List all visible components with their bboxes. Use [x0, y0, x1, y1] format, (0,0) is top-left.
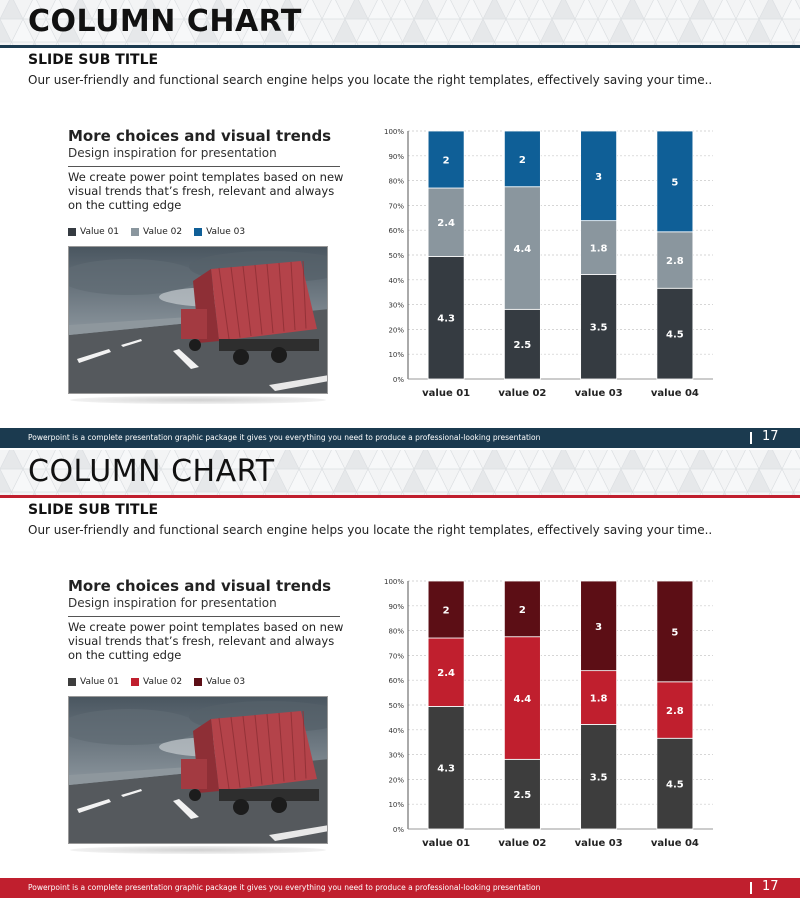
slide-header	[0, 0, 800, 46]
legend-label: Value 02	[143, 677, 183, 687]
data-label: 1.8	[589, 693, 608, 705]
slide-description: Our user-friendly and functional search engine helps you locate the right templates, effectively saving your time..	[28, 523, 713, 537]
footer-text: Powerpoint is a complete presentation graphic package it gives you everything you need to produce a professional-looking presentation	[28, 433, 541, 442]
legend-swatch	[131, 678, 139, 686]
legend-item	[68, 227, 119, 237]
y-tick-label: 90%	[388, 152, 404, 161]
legend-label: Value 02	[143, 227, 183, 237]
photo-shadow	[70, 396, 326, 404]
slide-subtitle: SLIDE SUB TITLE	[28, 502, 159, 518]
legend-label: Value 01	[80, 227, 120, 237]
slide-footer	[0, 878, 800, 898]
data-label: 4.5	[666, 329, 684, 341]
y-tick-label: 70%	[388, 202, 404, 211]
title-rule	[0, 45, 800, 48]
chart-legend	[68, 677, 245, 687]
content-body: We create power point templates based on new visual trends that’s fresh, relevant and always on the cutting edge	[68, 620, 344, 662]
truck-trailer	[211, 711, 317, 791]
truck-chassis	[219, 339, 319, 351]
data-label: 2.4	[437, 668, 455, 680]
data-label: 2.8	[666, 706, 684, 718]
data-label: 4.3	[437, 313, 455, 325]
data-label: 3	[595, 621, 603, 633]
y-tick-label: 30%	[388, 301, 404, 310]
content-divider	[68, 166, 340, 167]
content-subheading: Design inspiration for presentation	[68, 596, 277, 610]
legend-label: Value 03	[206, 227, 246, 237]
data-label: 3.5	[589, 322, 608, 334]
y-tick-label: 100%	[383, 128, 404, 136]
legend-item	[194, 227, 245, 237]
y-tick-label: 10%	[388, 351, 404, 360]
chart-legend	[68, 227, 245, 237]
title-rule	[0, 495, 800, 498]
data-label: 2	[518, 154, 526, 166]
data-label: 3.5	[589, 772, 608, 784]
wheel	[189, 789, 201, 801]
y-tick-label: 40%	[388, 726, 404, 735]
footer-divider	[750, 432, 752, 444]
data-label: 2.5	[513, 340, 532, 352]
y-tick-label: 0%	[392, 826, 404, 834]
y-tick-label: 80%	[388, 177, 404, 186]
slide-2	[0, 450, 800, 900]
y-tick-label: 60%	[388, 227, 404, 236]
x-tick-label: value 04	[650, 388, 699, 399]
wheel	[233, 349, 249, 365]
y-tick-label: 50%	[388, 252, 404, 260]
x-tick-label: value 01	[422, 838, 471, 849]
content-body: We create power point templates based on new visual trends that’s fresh, relevant and always on the cutting edge	[68, 170, 344, 212]
slide-footer	[0, 428, 800, 448]
y-tick-label: 20%	[388, 326, 404, 335]
slide-title: COLUMN CHART	[28, 4, 302, 39]
truck-photo	[68, 246, 328, 394]
truck-on-highway-image	[69, 247, 328, 394]
content-heading: More choices and visual trends	[68, 127, 332, 145]
wheel	[271, 797, 287, 813]
data-label: 2	[442, 155, 450, 167]
y-tick-label: 20%	[388, 776, 404, 785]
legend-item	[194, 677, 245, 687]
y-tick-label: 10%	[388, 801, 404, 810]
data-label: 2.8	[666, 256, 684, 268]
y-tick-label: 90%	[388, 602, 404, 611]
y-tick-label: 30%	[388, 751, 404, 760]
truck-on-highway-image	[69, 697, 328, 844]
footer-divider	[750, 882, 752, 894]
slide-title: COLUMN CHART	[28, 454, 275, 489]
photo-shadow	[70, 846, 326, 854]
legend-item	[68, 677, 119, 687]
truck-chassis	[219, 789, 319, 801]
x-tick-label: value 03	[574, 388, 623, 399]
y-tick-label: 70%	[388, 652, 404, 661]
legend-swatch	[131, 228, 139, 236]
content-divider	[68, 616, 340, 617]
data-label: 4.4	[513, 244, 532, 256]
wheel	[271, 347, 287, 363]
truck-trailer	[211, 261, 317, 341]
column-chart	[380, 124, 720, 404]
x-tick-label: value 02	[498, 388, 547, 399]
legend-swatch	[194, 228, 202, 236]
x-tick-label: value 03	[574, 838, 623, 849]
wheel	[233, 799, 249, 815]
y-tick-label: 80%	[388, 627, 404, 636]
data-label: 5	[671, 627, 679, 639]
slide-header	[0, 450, 800, 496]
data-label: 2.4	[437, 218, 455, 230]
legend-swatch	[194, 678, 202, 686]
data-label: 4.3	[437, 763, 455, 775]
page-number: 17	[762, 429, 779, 444]
legend-item	[131, 677, 182, 687]
y-tick-label: 60%	[388, 677, 404, 686]
legend-swatch	[68, 228, 76, 236]
content-heading: More choices and visual trends	[68, 577, 332, 595]
data-label: 4.5	[666, 779, 684, 791]
data-label: 3	[595, 171, 603, 183]
column-chart	[380, 574, 720, 854]
truck-cab	[181, 759, 207, 789]
y-tick-label: 0%	[392, 376, 404, 384]
truck-cab	[181, 309, 207, 339]
data-label: 2	[442, 605, 450, 617]
slide-subtitle: SLIDE SUB TITLE	[28, 52, 159, 68]
data-label: 5	[671, 177, 679, 189]
legend-swatch	[68, 678, 76, 686]
legend-label: Value 03	[206, 677, 246, 687]
y-tick-label: 40%	[388, 276, 404, 285]
y-tick-label: 50%	[388, 702, 404, 710]
data-label: 4.4	[513, 694, 532, 706]
x-tick-label: value 02	[498, 838, 547, 849]
wheel	[189, 339, 201, 351]
content-subheading: Design inspiration for presentation	[68, 146, 277, 160]
footer-text: Powerpoint is a complete presentation graphic package it gives you everything you need to produce a professional-looking presentation	[28, 883, 541, 892]
data-label: 2.5	[513, 790, 532, 802]
slide-description: Our user-friendly and functional search engine helps you locate the right templates, effectively saving your time..	[28, 73, 713, 87]
y-tick-label: 100%	[383, 578, 404, 586]
legend-label: Value 01	[80, 677, 120, 687]
truck-photo	[68, 696, 328, 844]
x-tick-label: value 04	[650, 838, 699, 849]
page-number: 17	[762, 879, 779, 894]
data-label: 2	[518, 604, 526, 616]
data-label: 1.8	[589, 243, 608, 255]
x-tick-label: value 01	[422, 388, 471, 399]
legend-item	[131, 227, 182, 237]
